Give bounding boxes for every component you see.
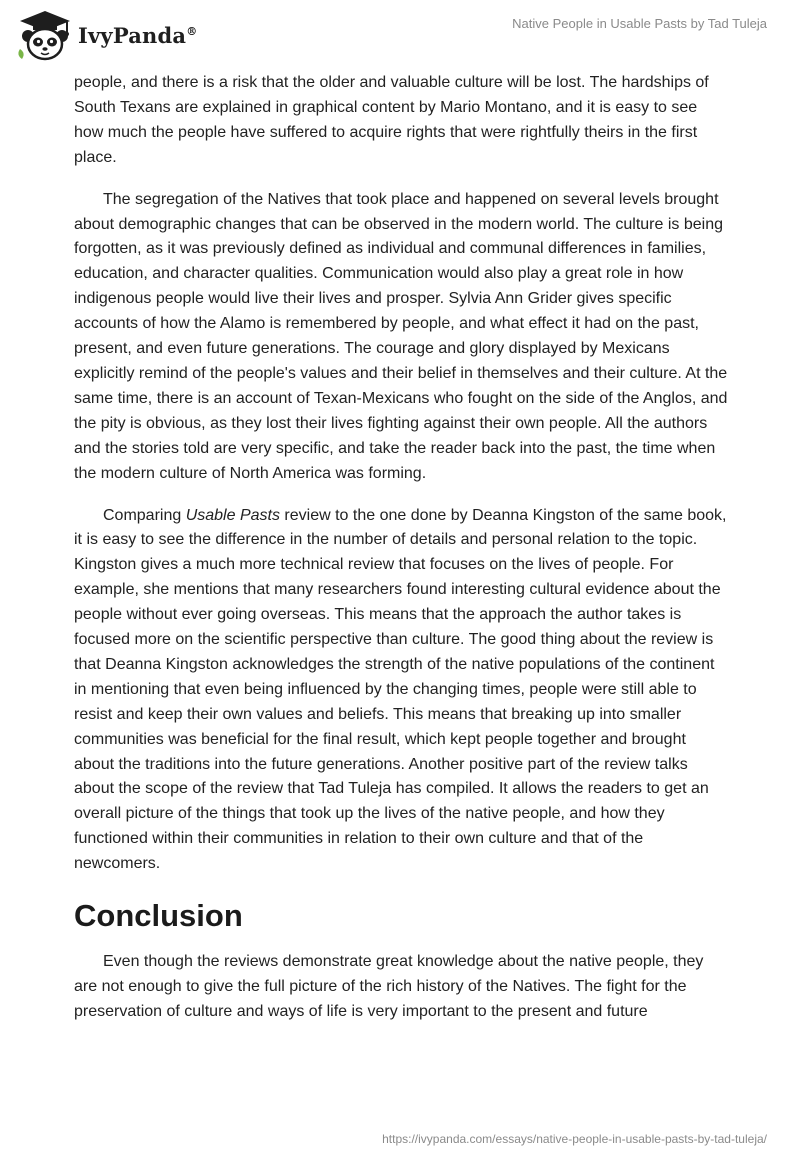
- ivypanda-logo[interactable]: [14, 9, 197, 61]
- panda-graduate-icon: [14, 9, 76, 61]
- paragraph-segregation: The segregation of the Natives that took place and happened on several levels brought about demographic changes that can be observed in the modern world. The culture is being forgotten, as it was previously defined as individual and communal differences in families, education, and character qualities. Communication would also play a great role in how indigenous people would live their lives and prosper. Sylvia Ann Grider gives specific accounts of how the Alamo is remembered by people, and what effect it had on the past, present, and even future generations. The courage and glory displayed by Mexicans explicitly remind of the people's values and their belief in themselves and their culture. At the same time, there is an account of Texan-Mexicans who fought on the side of the Anglos, and the pity is obvious, as they lost their lives fighting against their own people. All the authors and the stories told are very specific, and take the reader back into the past, the time when the modern culture of North America was forming.: [74, 190, 728, 482]
- source-url[interactable]: https://ivypanda.com/essays/native-people-in-usable-pasts-by-tad-tuleja/: [382, 1132, 767, 1146]
- essay-body: [74, 71, 728, 1042]
- paragraph-comparison: Comparing Usable Pasts review to the one done by Deanna Kingston of the same book, it is easy to see the difference in the number of details and personal relation to the topic. Kingston gives a much more technical review that focuses on the lives of people. For example, she mentions that many researchers found interesting cultural evidence about the people without ever going overseas. This means that the approach the author takes is focused more on the scientific perspective than culture. The good thing about the review is that Deanna Kingston acknowledges the strength of the native populations of the continent in mentioning that even being influenced by the changing times, people were still able to resist and keep their own values and beliefs. This means that breaking up into smaller communities was beneficial for the final result, which kept people together and brought about the traditions into the future generations. Another positive part of the review talks about the scope of the review that Tad Tuleja has compiled. It allows the readers to get an overall picture of the things that took up the lives of the native people, and how they functioned within their communities in relation to their own culture and that of the newcomers.: [74, 506, 727, 873]
- conclusion-heading: Conclusion: [74, 898, 243, 934]
- paragraph-continuation: people, and there is a risk that the older and valuable culture will be lost. The hardships of South Texans are explained in graphical content by Mario Montano, and it is easy to see how much the people have suffered to acquire rights that were rightfully theirs in the first place.: [74, 74, 709, 166]
- document-title: Native People in Usable Pasts by Tad Tuleja: [512, 16, 767, 31]
- paragraph-conclusion: Even though the reviews demonstrate great knowledge about the native people, they are not enough to give the full picture of the rich history of the Natives. The fight for the preservation of culture and ways of life is very important to the present and future: [74, 953, 704, 1020]
- book-title-italic: Usable Pasts: [185, 506, 280, 524]
- page-header: [0, 0, 800, 70]
- brand-name: IvyPanda®: [78, 22, 198, 48]
